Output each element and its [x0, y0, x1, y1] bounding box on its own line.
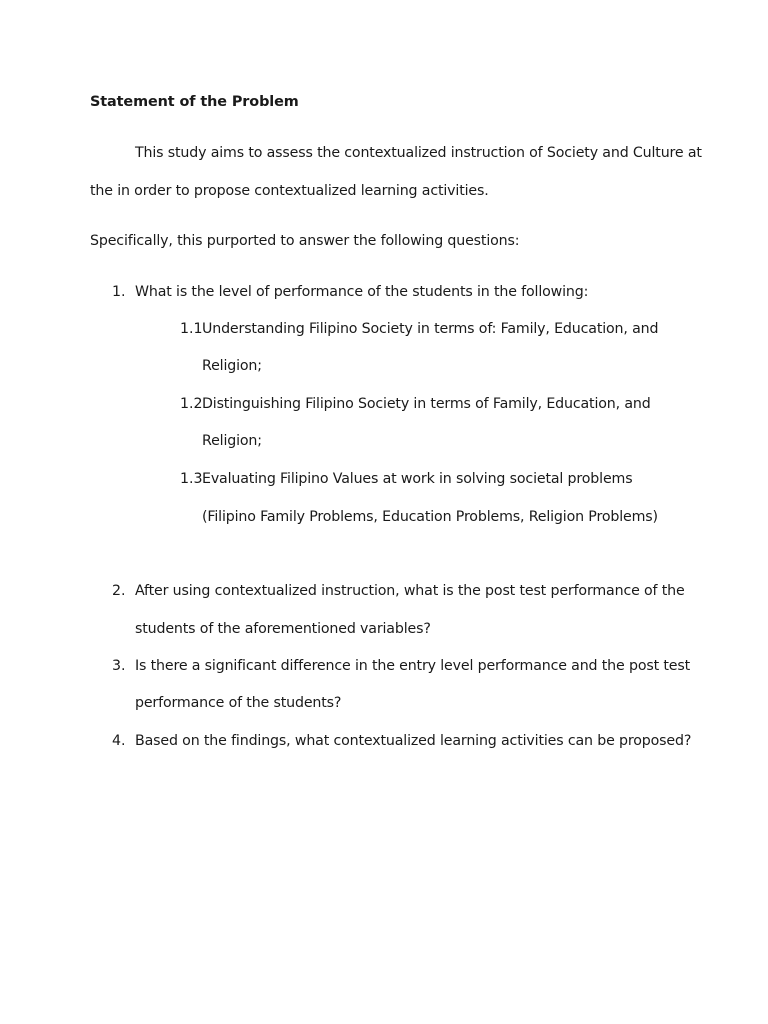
question-2-number: 2.	[112, 583, 126, 599]
sub-item-1-3-text-cont: (Filipino Family Problems, Education Problems, Religion Problems)	[202, 509, 658, 525]
question-2-text-cont: students of the aforementioned variables?	[135, 621, 431, 637]
intro-paragraph-line-1: This study aims to assess the contextualized instruction of Society and Culture at	[135, 145, 702, 161]
sub-item-1-2-text: Distinguishing Filipino Society in terms of Family, Education, and	[202, 396, 651, 412]
question-4-text: Based on the findings, what contextualized learning activities can be proposed?	[135, 733, 692, 749]
question-2-text: After using contextualized instruction, what is the post test performance of the	[135, 583, 685, 599]
sub-item-1-2-number: 1.2	[180, 396, 203, 412]
sub-item-1-1-text-cont: Religion;	[202, 358, 262, 374]
lead-in-sentence: Specifically, this purported to answer the following questions:	[90, 233, 520, 249]
question-3-text-cont: performance of the students?	[135, 695, 342, 711]
sub-item-1-1-text: Understanding Filipino Society in terms of: Family, Education, and	[202, 321, 659, 337]
question-1-number: 1.	[112, 284, 126, 300]
question-4-number: 4.	[112, 733, 126, 749]
sub-item-1-3-number: 1.3	[180, 471, 203, 487]
question-1-text: What is the level of performance of the students in the following:	[135, 284, 589, 300]
question-3-text: Is there a significant difference in the entry level performance and the post test	[135, 658, 691, 674]
sub-item-1-3-text: Evaluating Filipino Values at work in solving societal problems	[202, 471, 633, 487]
sub-item-1-1-number: 1.1	[180, 321, 203, 337]
sub-item-1-2-text-cont: Religion;	[202, 433, 262, 449]
question-3-number: 3.	[112, 658, 126, 674]
intro-paragraph-line-2: the in order to propose contextualized learning activities.	[90, 183, 489, 199]
page-title: Statement of the Problem	[90, 94, 299, 110]
